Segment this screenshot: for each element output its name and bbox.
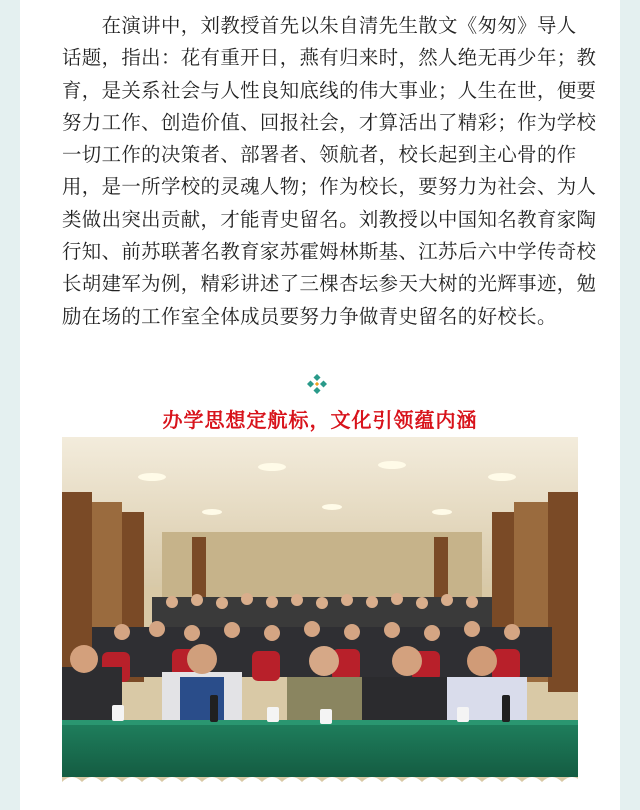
paragraph-line: 励在场的工作室全体成员要努力争做青史留名的好校长。 [62, 304, 557, 328]
paragraph-line: 在演讲中，刘教授首先以朱自清先生散文《匆匆》导人 [62, 14, 577, 37]
paragraph-line: 用，是一所学校的灵魂人物；作为校长，要努力为社会、为人 [62, 175, 597, 199]
paragraph-line: 长胡建军为例，精彩讲述了三棵杏坛参天大树的光辉事迹，勉 [62, 272, 597, 296]
paragraph-line: 努力工作、创造价值、回报社会，才算活出了精彩；作为学校 [62, 110, 597, 134]
meeting-room-audience-photo [62, 437, 578, 797]
paragraph-line: 话题，指出：花有重开日，燕有归来时，然人绝无再少年；教 [62, 46, 597, 70]
paragraph-line: 育，是关系社会与人性良知底线的伟大事业；人生在世，便要 [62, 78, 597, 102]
paragraph-line: 一切工作的决策者、部署者、领航者，校长起到主心骨的作 [62, 143, 577, 167]
section-heading: 办学思想定航标，文化引领蕴内涵 [162, 408, 478, 432]
paragraph-line: 类做出突出贡献，才能青史留名。刘教授以中国知名教育家陶 [62, 207, 597, 231]
paragraph-line: 行知、前苏联著名教育家苏霍姆林斯基、江苏后六中学传奇校 [62, 240, 597, 264]
article-paragraph [62, 10, 597, 333]
diamond-cluster-icon [307, 374, 327, 394]
